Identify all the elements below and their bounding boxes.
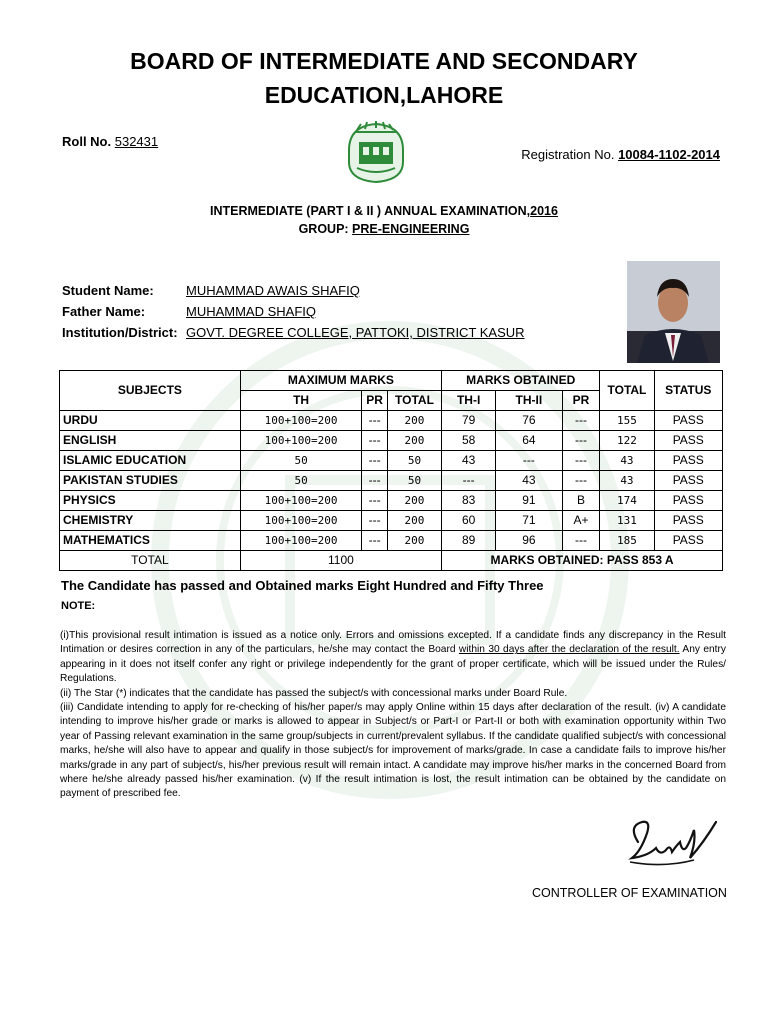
cell-th: 100+100=200 — [240, 431, 362, 451]
note-1-a: (i)This provisional result intimation is issued as a notice only. Errors and omissions excepted. If a candidate finds any discrepancy in the Result Intimation or desires correction in any of the particulars, he/she may contact the Board — [60, 630, 726, 656]
board-title-line1: BOARD OF INTERMEDIATE AND SECONDARY — [130, 48, 638, 74]
controller-title: CONTROLLER OF EXAMINATION — [532, 886, 727, 900]
subject-name: MATHEMATICS — [60, 531, 241, 551]
cell-pr: --- — [362, 471, 388, 491]
board-logo-icon — [343, 120, 409, 184]
student-info — [62, 283, 525, 346]
cell-th1: 79 — [442, 411, 496, 431]
note-1 — [60, 629, 726, 687]
note-label: NOTE: — [61, 600, 96, 612]
cell-max-total: 50 — [387, 471, 441, 491]
roll-label: Roll No. — [62, 134, 112, 149]
student-name: MUHAMMAD AWAIS SHAFIQ — [186, 283, 360, 298]
cell-total: 43 — [600, 451, 654, 471]
marks-obtained-summary: MARKS OBTAINED: PASS 853 A — [442, 551, 723, 571]
subject-name: ISLAMIC EDUCATION — [60, 451, 241, 471]
cell-total: 155 — [600, 411, 654, 431]
cell-pr: --- — [362, 531, 388, 551]
cell-total: 122 — [600, 431, 654, 451]
cell-th: 100+100=200 — [240, 491, 362, 511]
cell-pr: --- — [362, 431, 388, 451]
father-name-label: Father Name: — [62, 304, 146, 319]
maximum-marks-header: MAXIMUM MARKS — [240, 371, 441, 391]
exam-heading — [0, 202, 768, 238]
max-total-header: TOTAL — [387, 391, 441, 411]
cell-pr: --- — [362, 451, 388, 471]
cell-th2: --- — [496, 451, 562, 471]
cell-max-total: 50 — [387, 451, 441, 471]
table-row — [60, 511, 723, 531]
cell-status: PASS — [654, 451, 722, 471]
table-row — [60, 531, 723, 551]
registration-value: 10084-1102-2014 — [618, 147, 720, 162]
cell-th2: 71 — [496, 511, 562, 531]
cell-pr: --- — [362, 491, 388, 511]
cell-th2: 76 — [496, 411, 562, 431]
cell-status: PASS — [654, 491, 722, 511]
cell-total: 43 — [600, 471, 654, 491]
student-name-label: Student Name: — [62, 283, 154, 298]
marks-table — [59, 370, 723, 571]
institution-name: GOVT. DEGREE COLLEGE, PATTOKI, DISTRICT KASUR — [186, 325, 525, 340]
table-row — [60, 411, 723, 431]
board-title — [0, 44, 768, 112]
cell-th1: 83 — [442, 491, 496, 511]
pr2-header: PR — [562, 391, 600, 411]
controller-signature — [624, 812, 724, 874]
cell-total: 174 — [600, 491, 654, 511]
table-row — [60, 491, 723, 511]
cell-status: PASS — [654, 411, 722, 431]
cell-th2: 96 — [496, 531, 562, 551]
cell-pr2: --- — [562, 451, 600, 471]
cell-th1: 58 — [442, 431, 496, 451]
note-2: (ii) The Star (*) indicates that the candidate has passed the subject/s with concessional marks under Board Rule. — [60, 687, 568, 699]
father-name: MUHAMMAD SHAFIQ — [186, 304, 316, 319]
notes-block — [60, 629, 726, 802]
subject-name: PHYSICS — [60, 491, 241, 511]
status-header: STATUS — [654, 371, 722, 411]
table-row — [60, 431, 723, 451]
cell-th: 50 — [240, 451, 362, 471]
total-header: TOTAL — [600, 371, 654, 411]
cell-max-total: 200 — [387, 491, 441, 511]
cell-pr2: B — [562, 491, 600, 511]
cell-pr: --- — [362, 511, 388, 531]
cell-max-total: 200 — [387, 511, 441, 531]
th-header: TH — [240, 391, 362, 411]
cell-th2: 43 — [496, 471, 562, 491]
roll-value: 532431 — [114, 134, 159, 149]
student-photo — [627, 261, 720, 363]
subject-name: URDU — [60, 411, 241, 431]
cell-th1: 89 — [442, 531, 496, 551]
cell-th2: 91 — [496, 491, 562, 511]
group-label: GROUP: — [298, 222, 349, 236]
th2-header: TH-II — [496, 391, 562, 411]
total-max-value: 1100 — [240, 551, 441, 571]
cell-total: 131 — [600, 511, 654, 531]
cell-status: PASS — [654, 531, 722, 551]
cell-th2: 64 — [496, 431, 562, 451]
registration-number — [521, 147, 720, 162]
exam-year: 2016 — [530, 204, 558, 218]
cell-max-total: 200 — [387, 411, 441, 431]
cell-max-total: 200 — [387, 431, 441, 451]
cell-total: 185 — [600, 531, 654, 551]
total-label: TOTAL — [60, 551, 241, 571]
cell-th1: 43 — [442, 451, 496, 471]
cell-max-total: 200 — [387, 531, 441, 551]
note-1-b: Any entry appearing in it does not itself confer any right or privilege independently for the grant of proper certificate, which will be issued under the Rules/ Regulations. — [60, 644, 726, 685]
registration-label: Registration No. — [521, 147, 615, 162]
cell-status: PASS — [654, 431, 722, 451]
cell-pr2: A+ — [562, 511, 600, 531]
exam-title: INTERMEDIATE (PART I & II ) ANNUAL EXAMINATION, — [210, 204, 531, 218]
institution-label: Institution/District: — [62, 325, 178, 340]
th1-header: TH-I — [442, 391, 496, 411]
cell-pr2: --- — [562, 411, 600, 431]
cell-status: PASS — [654, 471, 722, 491]
table-row — [60, 471, 723, 491]
pr-header: PR — [362, 391, 388, 411]
subject-name: CHEMISTRY — [60, 511, 241, 531]
cell-th1: 60 — [442, 511, 496, 531]
group-value: PRE-ENGINEERING — [352, 222, 470, 236]
cell-th: 100+100=200 — [240, 411, 362, 431]
subject-name: ENGLISH — [60, 431, 241, 451]
cell-pr2: --- — [562, 531, 600, 551]
roll-number — [62, 134, 158, 149]
note-3: (iii) Candidate intending to apply for re-checking of his/her paper/s may apply Online within 15 days after declaration of the result. (iv) A candidate intending to improve his/her grade or marks is allowed to appear in Subject/s or Part-I or Part-II or both with examination opportunity within Two year of Passing relevant examination in the same group/subjects in current/prevalent syllabus. If the candidate qualified subject/s with concessional marks, he/she will also have to appear and qualify in those subject/s for improvement of marks/grade. In case a candidate fails to improve his/her marks/grade in any part of subject/s, his/her previous result will remain intact. A candidate may improve his/her marks in the concerned Board from where he/she already passed his/her examination. (v) If the result intimation is lost, the result intimation can be obtained by the candidate on payment of prescribed fee. — [60, 702, 726, 800]
cell-status: PASS — [654, 511, 722, 531]
marks-obtained-header: MARKS OBTAINED — [442, 371, 600, 391]
cell-th: 100+100=200 — [240, 511, 362, 531]
subjects-header: SUBJECTS — [60, 371, 241, 411]
cell-th1: --- — [442, 471, 496, 491]
cell-th: 100+100=200 — [240, 531, 362, 551]
subject-name: PAKISTAN STUDIES — [60, 471, 241, 491]
cell-pr2: --- — [562, 471, 600, 491]
cell-pr: --- — [362, 411, 388, 431]
cell-th: 50 — [240, 471, 362, 491]
table-row — [60, 451, 723, 471]
result-statement: The Candidate has passed and Obtained marks Eight Hundred and Fifty Three — [61, 578, 544, 593]
note-1-underlined: within 30 days after the declaration of the result. — [458, 644, 680, 656]
cell-pr2: --- — [562, 431, 600, 451]
board-title-line2: EDUCATION,LAHORE — [264, 82, 504, 108]
